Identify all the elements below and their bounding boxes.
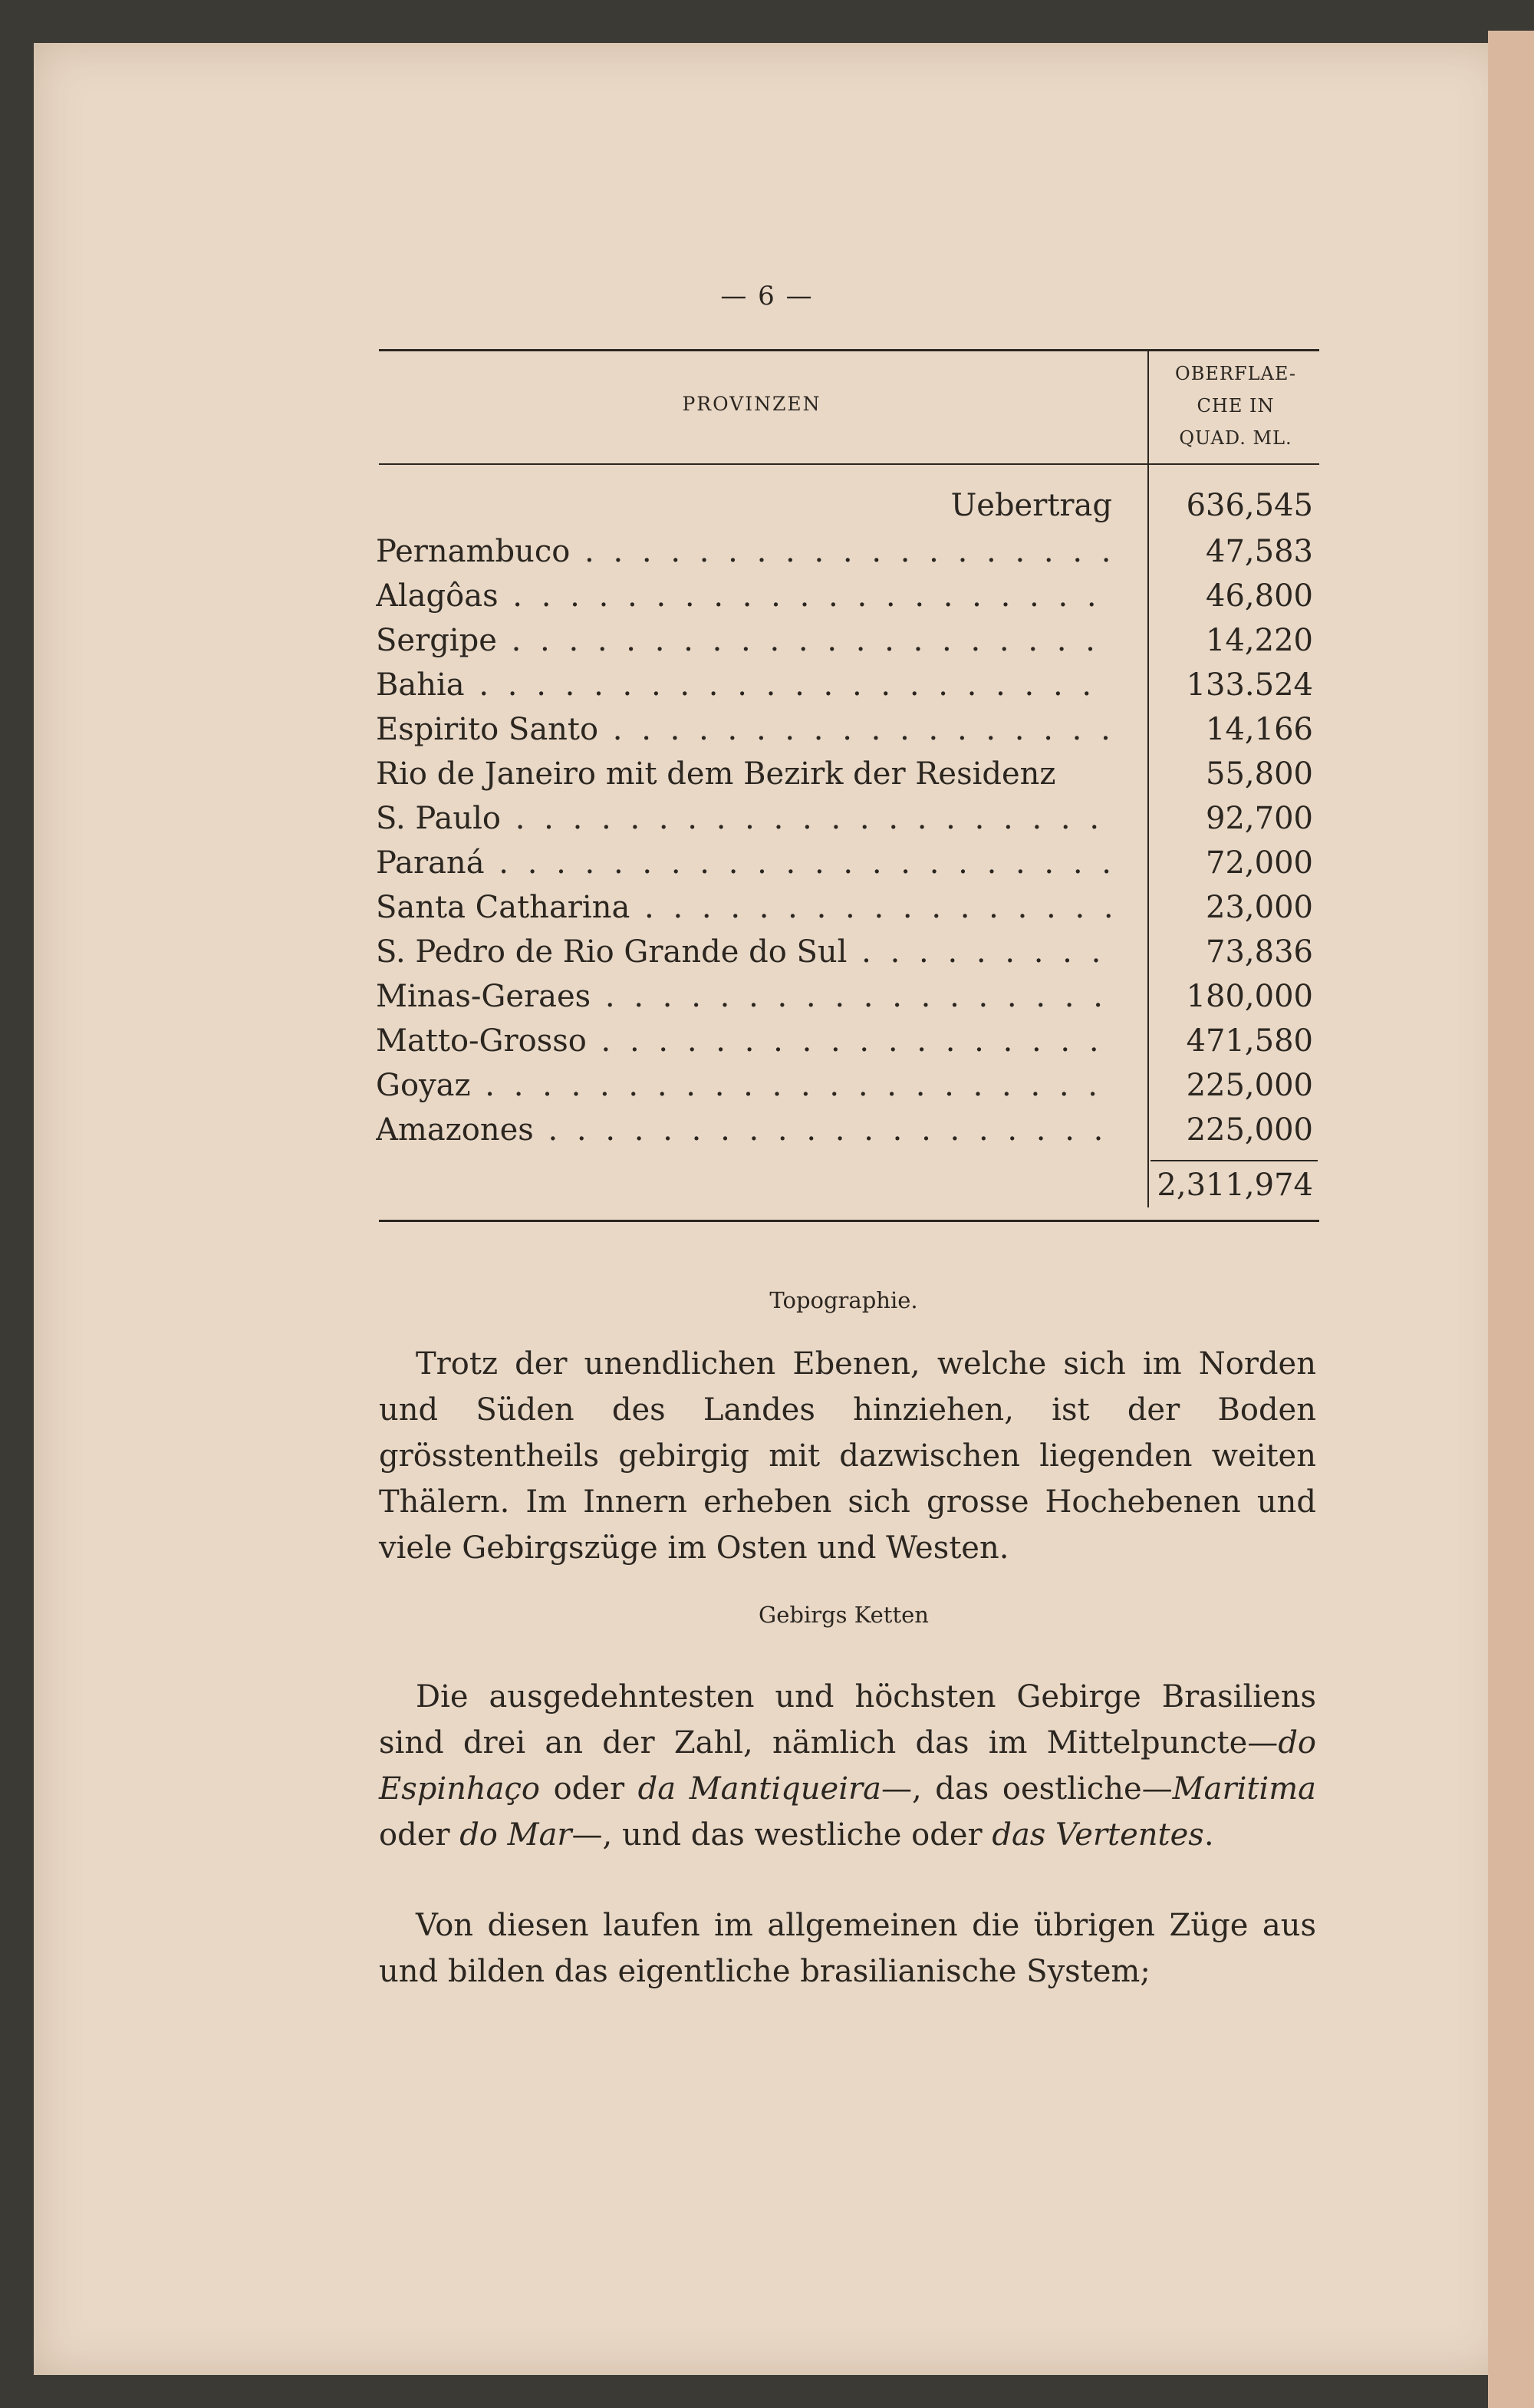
table-row (376, 752, 1319, 796)
header-area-line: OBERFLAE- (1175, 363, 1296, 384)
text-run: oder (379, 1817, 460, 1853)
table-row (376, 930, 1319, 974)
table-row (376, 1019, 1319, 1063)
table-row (376, 885, 1319, 930)
province-area: 133.524 (1186, 667, 1313, 703)
province-name: Paraná . . . (376, 841, 1112, 885)
province-area: 14,220 (1206, 623, 1313, 658)
province-area: 92,700 (1206, 801, 1313, 836)
total-rule (1150, 1160, 1318, 1161)
italic-name: das Vertentes (992, 1817, 1204, 1853)
province-area: 180,000 (1186, 979, 1313, 1014)
table-row (376, 529, 1319, 574)
province-name: Pernambuco . . . (376, 529, 1112, 574)
header-area-line: QUAD. ML. (1179, 427, 1292, 449)
mountains-paragraph (379, 1674, 1316, 1858)
header-area (1150, 357, 1321, 454)
table-row (376, 1108, 1319, 1152)
province-name: Matto-Grosso . . . (376, 1019, 1112, 1063)
province-name: S. Paulo . . . (376, 796, 1112, 841)
province-name: Minas-Geraes . . . (376, 974, 1112, 1019)
province-area: 225,000 (1186, 1112, 1313, 1148)
table-row (376, 663, 1319, 707)
header-area-line: CHE IN (1197, 395, 1275, 417)
section-heading-mountains: Gebirgs Ketten (759, 1602, 929, 1628)
province-area: 73,836 (1206, 934, 1313, 970)
carry-over-value: 636,545 (1186, 488, 1313, 523)
province-area: 225,000 (1186, 1068, 1313, 1103)
province-area: 46,800 (1206, 578, 1313, 614)
carry-over-label: Uebertrag (950, 488, 1112, 523)
page-number: — 6 — (720, 281, 814, 311)
text-run: oder (539, 1771, 638, 1807)
topography-text: Trotz der unendlichen Ebenen, welche sich im Norden und Süden des Landes hinziehen, ist der Boden grösstentheils gebirgig mit dazwischen liegenden weiten Thälern. Im Innern erheben sich grosse Hochebenen und viele Gebirgszüge im Osten und Westen. (379, 1346, 1316, 1566)
table-row (376, 1063, 1319, 1108)
text-run: . (1203, 1817, 1214, 1853)
italic-name: da Mantiqueira (637, 1771, 881, 1807)
table-row (376, 618, 1319, 663)
province-name: S. Pedro de Rio Grande do Sul . . . (376, 930, 1112, 974)
province-name: Alagôas . . . (376, 574, 1112, 618)
italic-name: Maritima (1172, 1771, 1317, 1807)
italic-name: do Mar (459, 1817, 572, 1853)
province-name: Espirito Santo . . . (376, 707, 1112, 752)
section-heading-topography: Topographie. (769, 1287, 918, 1313)
province-name: Goyaz . . . (376, 1063, 1112, 1108)
mountains-paragraph-2 (379, 1902, 1316, 1995)
province-area: 47,583 (1206, 534, 1313, 569)
italic-name: do Espinhaço (379, 1725, 1316, 1807)
province-area: 14,166 (1206, 712, 1313, 747)
table-total: 2,311,974 (1157, 1168, 1313, 1203)
province-area: 471,580 (1186, 1023, 1313, 1059)
text-run: Die ausgedehntesten und höchsten Gebirge Brasiliens sind drei an der Zahl, nämlich das im Mittelpuncte— (379, 1679, 1316, 1761)
header-provinces: PROVINZEN (682, 393, 821, 415)
table-top-rule (379, 349, 1319, 351)
mountains-text: Von diesen laufen im allgemeinen die übrigen Züge aus und bilden das eigentliche brasilianische System; (379, 1908, 1316, 1989)
table-row (376, 796, 1319, 841)
topography-paragraph (379, 1341, 1316, 1571)
table-row (376, 841, 1319, 885)
table-row (376, 574, 1319, 618)
province-name: Rio de Janeiro mit dem Bezirk der Residenz (376, 756, 1056, 792)
text-run: —, das oestliche— (881, 1771, 1173, 1807)
table-bottom-rule (379, 1220, 1319, 1222)
table-row (376, 707, 1319, 752)
province-name: Santa Catharina . . . (376, 885, 1112, 930)
province-area: 55,800 (1206, 756, 1313, 792)
province-area: 72,000 (1206, 845, 1313, 881)
text-run: —, und das westliche oder (571, 1817, 992, 1853)
province-name: Sergipe . . . (376, 618, 1112, 663)
province-area: 23,000 (1206, 890, 1313, 925)
province-name: Amazones . . . (376, 1108, 1112, 1152)
province-name: Bahia . . . (376, 663, 1112, 707)
table-header-rule (379, 463, 1319, 465)
table-row (376, 974, 1319, 1019)
